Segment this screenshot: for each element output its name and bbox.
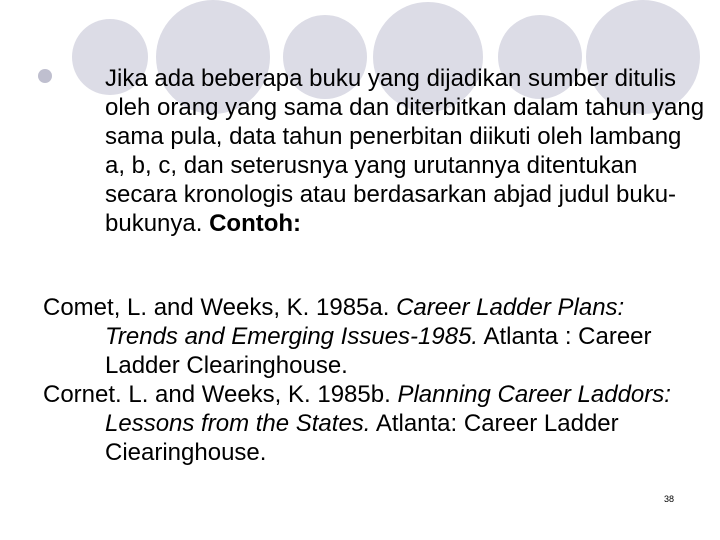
reference-authors: Cornet. L. and Weeks, K. 1985b.	[43, 381, 398, 408]
page-number: 38	[664, 494, 675, 504]
reference-entry	[43, 380, 703, 467]
bullet-emphasis: Contoh:	[209, 210, 302, 237]
bullet-text: Jika ada beberapa buku yang dijadikan sumber ditulis oleh orang yang sama dan diterbitkan dalam tahun yang sama pula, data tahun penerbitan diikuti oleh lambang a, b, c, dan seterusnya yang urutannya ditentukan secara kronologis atau berdasarkan abjad judul buku-bukunya.	[105, 65, 705, 237]
bullet-paragraph	[105, 64, 705, 238]
reference-title: Planning Career Laddors: Lessons from the States.	[105, 381, 671, 437]
reference-publisher: Atlanta : Career Ladder Clearinghouse.	[105, 323, 652, 379]
reference-entry	[43, 293, 703, 380]
bullet-icon	[38, 69, 52, 83]
reference-title: Career Ladder Plans: Trends and Emerging Issues-1985.	[105, 294, 625, 350]
reference-list	[43, 293, 703, 467]
reference-publisher: Atlanta: Career Ladder Ciearinghouse.	[105, 410, 619, 466]
reference-authors: Comet, L. and Weeks, K. 1985a.	[43, 294, 397, 321]
